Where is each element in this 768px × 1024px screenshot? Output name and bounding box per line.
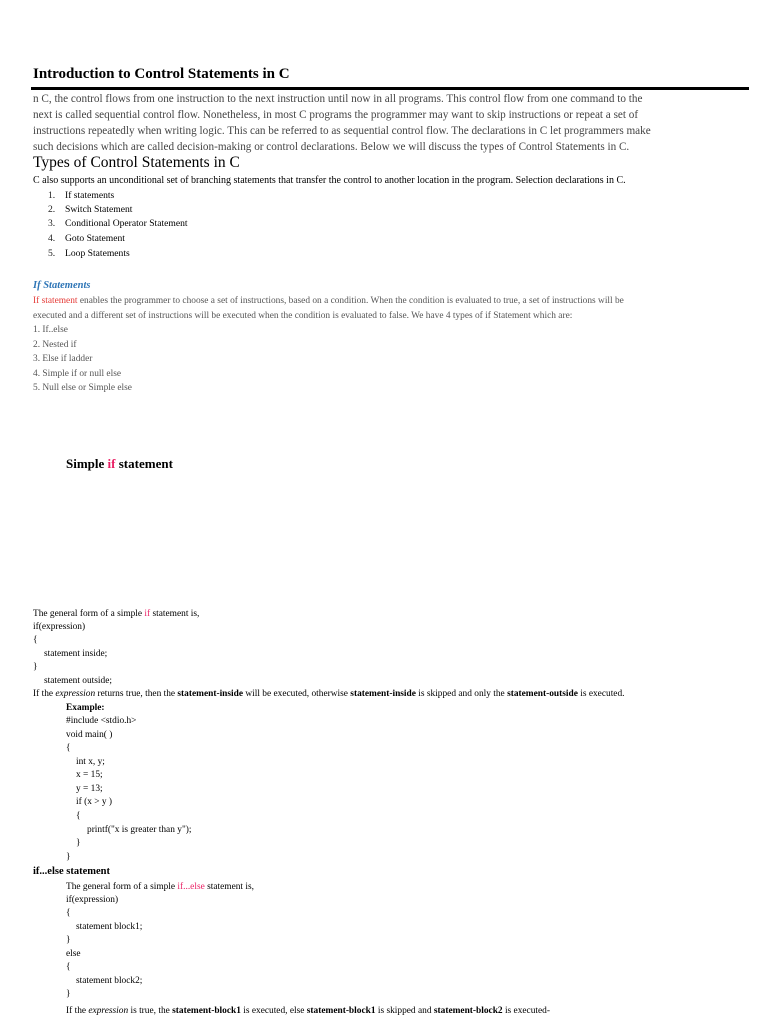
intro-line: n C, the control flows from one instruction to the next instruction until now in all programs. This control flow from one command to the [33, 93, 643, 105]
code-line: } [66, 852, 71, 862]
if-description-line: If statement enables the programmer to choose a set of instructions, based on a condition. When the condition is evaluated to true, a set of instructions will be [33, 296, 624, 306]
explanation-text: If the expression returns true, then the statement-inside will be executed, otherwise statement-inside is skipped and only the statement-outside is executed. [33, 689, 625, 699]
intro-line: such decisions which are called decision-making or control declarations. Below we will discuss the types of Control Statements in C. [33, 141, 630, 153]
list-item: 3. Else if ladder [33, 354, 93, 364]
example-label: Example: [66, 703, 105, 713]
code-line: void main( ) [66, 730, 113, 740]
title-underline [31, 87, 749, 90]
list-item: 1. If statements [48, 190, 115, 201]
section-heading-if: If Statements [33, 280, 91, 291]
list-item: 2. Nested if [33, 340, 77, 350]
code-line: #include <stdio.h> [66, 716, 137, 726]
code-line: } [76, 838, 81, 848]
code-line: y = 13; [76, 784, 103, 794]
code-line: if(expression) [66, 895, 119, 905]
code-line: printf("x is greater than y"); [87, 825, 192, 835]
list-item: 3. Conditional Operator Statement [48, 218, 188, 229]
code-line: { [66, 743, 71, 753]
subsection-heading-simple-if: Simple if statement [66, 456, 173, 471]
page-title: Introduction to Control Statements in C [33, 66, 290, 82]
code-line: statement block1; [76, 922, 143, 932]
intro-line: next is called sequential control flow. Nonetheless, in most C programs the programmer may want to skip instructions or repeat a set of [33, 109, 639, 121]
general-form-text: The general form of a simple if statement is, [33, 609, 200, 619]
if-description-line: executed and a different set of instructions will be executed when the condition is evaluated to false. We have 4 types of if Statement which are: [33, 311, 573, 321]
code-line: else [66, 949, 81, 959]
list-item: 4. Goto Statement [48, 233, 125, 244]
list-item: 5. Loop Statements [48, 248, 130, 259]
code-line: int x, y; [76, 757, 105, 767]
code-line: statement inside; [44, 649, 108, 659]
section-heading-types: Types of Control Statements in C [33, 154, 240, 171]
code-line: { [66, 908, 71, 918]
code-line: x = 15; [76, 770, 103, 780]
list-item: 4. Simple if or null else [33, 369, 122, 379]
code-line: { [66, 962, 71, 972]
code-line: statement outside; [44, 676, 112, 686]
code-line: } [66, 989, 71, 999]
explanation-text: If the expression is true, the statement-block1 is executed, else statement-block1 is skipped and statement-block2 is executed- [66, 1006, 550, 1016]
code-line: { [33, 635, 38, 645]
list-item: 2. Switch Statement [48, 204, 133, 215]
code-line: } [33, 662, 38, 672]
code-line: statement block2; [76, 976, 143, 986]
list-item: 5. Null else or Simple else [33, 383, 132, 393]
code-line: } [66, 935, 71, 945]
list-item: 1. If..else [33, 325, 68, 335]
code-line: { [76, 811, 81, 821]
code-line: if(expression) [33, 622, 86, 632]
subsection-heading-if-else: if...else statement [33, 866, 110, 877]
types-description: C also supports an unconditional set of branching statements that transfer the control to another location in the program. Selection declarations in C. [33, 175, 626, 186]
code-line: if (x > y ) [76, 797, 113, 807]
general-form-text: The general form of a simple if...else statement is, [66, 882, 254, 892]
intro-line: instructions repeatedly when writing logic. This can be referred to as sequential control flow. The declarations in C let programmers make [33, 125, 651, 137]
